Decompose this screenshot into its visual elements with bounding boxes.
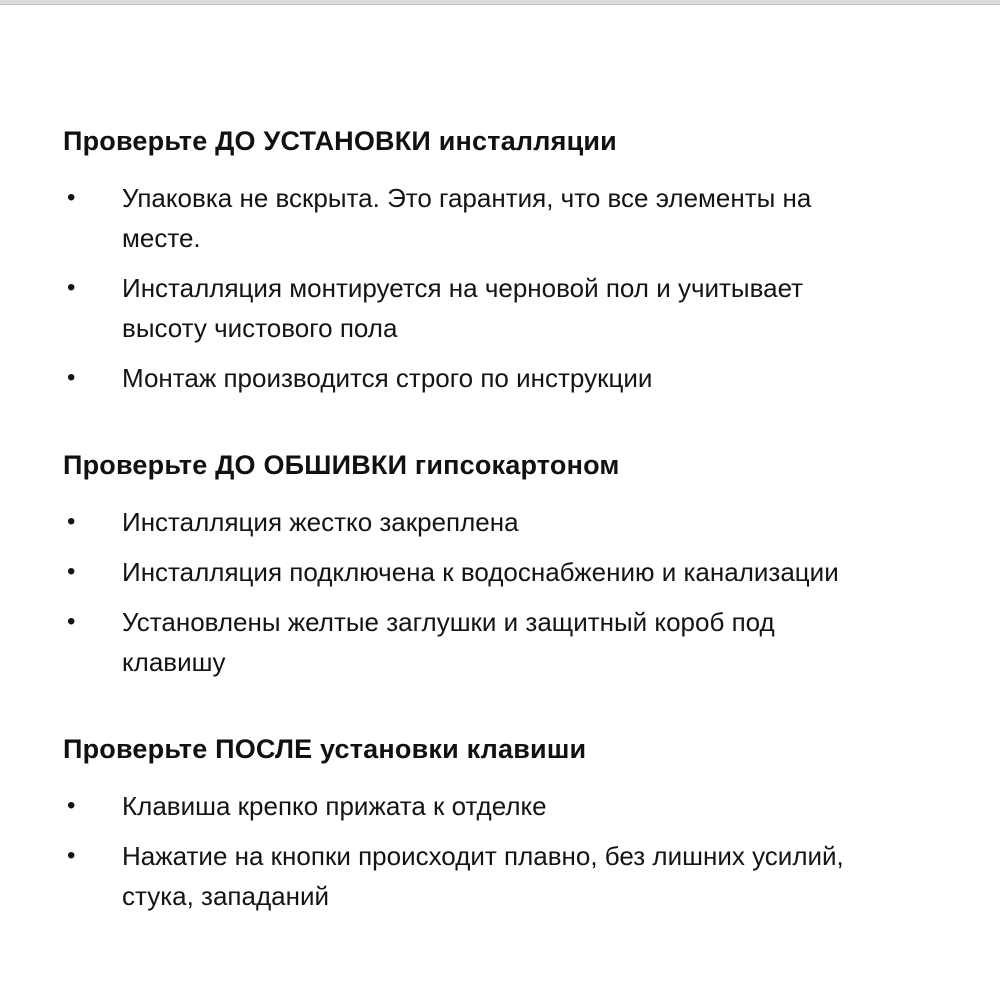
- checklist-item: [63, 358, 940, 398]
- item-text-line: Нажатие на кнопки происходит плавно, без лишних усилий,: [122, 841, 844, 871]
- item-text: [122, 358, 940, 398]
- item-text: [122, 552, 940, 592]
- item-text-line: Монтаж производится строго по инструкции: [122, 363, 653, 393]
- item-text: [122, 602, 940, 682]
- checklist-section: [63, 448, 940, 682]
- item-text-line: Инсталляция монтируется на черновой пол и учитывает: [122, 273, 804, 303]
- item-text: [122, 502, 940, 542]
- bullet-icon: •: [67, 274, 76, 301]
- item-text: [122, 786, 940, 826]
- bullet-icon: •: [67, 508, 76, 535]
- item-text-line: клавишу: [122, 647, 226, 677]
- top-divider: [0, 0, 1000, 5]
- checklist-items: [63, 786, 940, 916]
- checklist-section: [63, 124, 940, 398]
- checklist-section: [63, 732, 940, 916]
- section-heading: Проверьте ДО ОБШИВКИ гипсокартоном: [63, 450, 620, 480]
- checklist-items: [63, 178, 940, 398]
- section-heading: Проверьте ПОСЛЕ установки клавиши: [63, 734, 587, 764]
- checklist-item: [63, 178, 940, 258]
- bullet-icon: •: [67, 842, 76, 869]
- item-text-line: высоту чистового пола: [122, 313, 398, 343]
- item-text: [122, 836, 940, 916]
- bullet-icon: •: [67, 184, 76, 211]
- checklist-item: [63, 602, 940, 682]
- item-text-line: Инсталляция подключена к водоснабжению и канализации: [122, 557, 839, 587]
- checklist-item: [63, 502, 940, 542]
- bullet-icon: •: [67, 608, 76, 635]
- item-text-line: месте.: [122, 223, 201, 253]
- checklist-items: [63, 502, 940, 682]
- item-text-line: Инсталляция жестко закреплена: [122, 507, 519, 537]
- checklist-item: [63, 786, 940, 826]
- item-text-line: Клавиша крепко прижата к отделке: [122, 791, 547, 821]
- checklist-item: [63, 552, 940, 592]
- checklist-item: [63, 268, 940, 348]
- section-heading: Проверьте ДО УСТАНОВКИ инсталляции: [63, 126, 617, 156]
- item-text: [122, 268, 940, 348]
- bullet-icon: •: [67, 792, 76, 819]
- checklist-item: [63, 836, 940, 916]
- item-text-line: стука, западаний: [122, 881, 330, 911]
- bullet-icon: •: [67, 558, 76, 585]
- item-text-line: Установлены желтые заглушки и защитный короб под: [122, 607, 775, 637]
- item-text: [122, 178, 940, 258]
- item-text-line: Упаковка не вскрыта. Это гарантия, что все элементы на: [122, 183, 812, 213]
- bullet-icon: •: [67, 364, 76, 391]
